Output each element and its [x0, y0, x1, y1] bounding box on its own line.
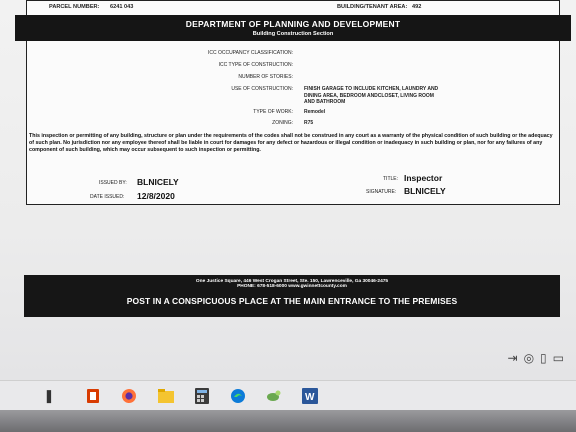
liability-disclaimer: This inspection or permitting of any building, structure or plan under the requirements of the codes shall not be construed in any court as a warranty of the physical condition of such building or the adequacy of such plan. No jurisdiction nor any employee thereof shall be liable in court for damages for any defect or hazardous or illegal condition or inadequacy in such building or plan, nor for any failures of any component of such building, which may occur subsequent to such inspection or permitting.	[29, 133, 553, 153]
task-view-icon[interactable]: ❚	[43, 388, 55, 403]
signature-label: SIGNATURE:	[366, 189, 397, 195]
issued-by-label: ISSUED BY:	[99, 180, 127, 186]
icc-occupancy-label: ICC OCCUPANCY CLASSIFICATION:	[207, 50, 293, 56]
title-value: Inspector	[404, 173, 443, 183]
reader-tools	[508, 347, 565, 369]
zoning-label: ZONING:	[272, 120, 293, 126]
photos-icon[interactable]	[265, 386, 283, 406]
file-explorer-icon[interactable]	[157, 386, 175, 406]
permit-footer	[24, 275, 560, 317]
monitor-bezel	[0, 410, 576, 432]
use-of-construction-value: FINISH GARAGE TO INCLUDE KITCHEN, LAUNDRY AND DINING AREA, BEDROOM ANDCLOSET, LIVING ROOM AND BATHROOM	[304, 86, 439, 105]
signature-value: BLNICELY	[404, 186, 446, 196]
building-area-value: 492	[412, 4, 422, 10]
zoning-value: R75	[304, 120, 314, 126]
title-label: TITLE:	[383, 176, 399, 182]
permit-top-row	[27, 1, 559, 13]
issued-by-value: BLNICELY	[137, 177, 179, 187]
building-permit	[26, 0, 560, 205]
date-issued-value: 12/8/2020	[137, 191, 175, 201]
icc-construction-type-label: ICC TYPE OF CONSTRUCTION:	[218, 62, 293, 68]
office-phone: PHONE: 678-518-6000 www.gwinnettcounty.com	[237, 284, 347, 290]
date-issued-label: DATE ISSUED:	[90, 194, 125, 200]
calculator-icon[interactable]	[193, 386, 211, 406]
post-notice: POST IN A CONSPICUOUS PLACE AT THE MAIN ENTRANCE TO THE PREMISES	[126, 295, 458, 306]
building-area-label: BUILDING/TENANT AREA:	[337, 4, 408, 10]
department-title: DEPARTMENT OF PLANNING AND DEVELOPMENT	[185, 19, 401, 29]
edge-icon[interactable]	[229, 386, 247, 406]
number-of-stories-label: NUMBER OF STORIES:	[238, 74, 293, 80]
permit-header	[15, 15, 571, 41]
firefox-icon[interactable]	[120, 386, 138, 406]
single-page-view-icon[interactable]: ▯	[540, 351, 547, 365]
type-of-work-value: Remodel	[304, 109, 326, 115]
office-icon[interactable]	[84, 386, 102, 406]
parcel-number-value: 6241 043	[110, 4, 134, 10]
parcel-number-label: PARCEL NUMBER:	[49, 4, 100, 10]
read-aloud-icon[interactable]: ◎	[523, 351, 535, 365]
type-of-work-label: TYPE OF WORK:	[253, 109, 293, 115]
section-subtitle: Building Construction Section	[252, 31, 334, 37]
word-icon[interactable]	[301, 386, 319, 406]
two-page-view-icon[interactable]: ▭	[552, 351, 564, 365]
windows-taskbar	[0, 380, 576, 411]
svg-text:W: W	[305, 392, 315, 403]
immersive-reader-icon[interactable]: ⇥	[507, 351, 518, 365]
office-address: One Justice Square, 446 West Crogan Street, Ste. 150, Lawrenceville, Ga 30046-2475	[195, 279, 389, 284]
use-of-construction-label: USE OF CONSTRUCTION:	[231, 86, 293, 92]
